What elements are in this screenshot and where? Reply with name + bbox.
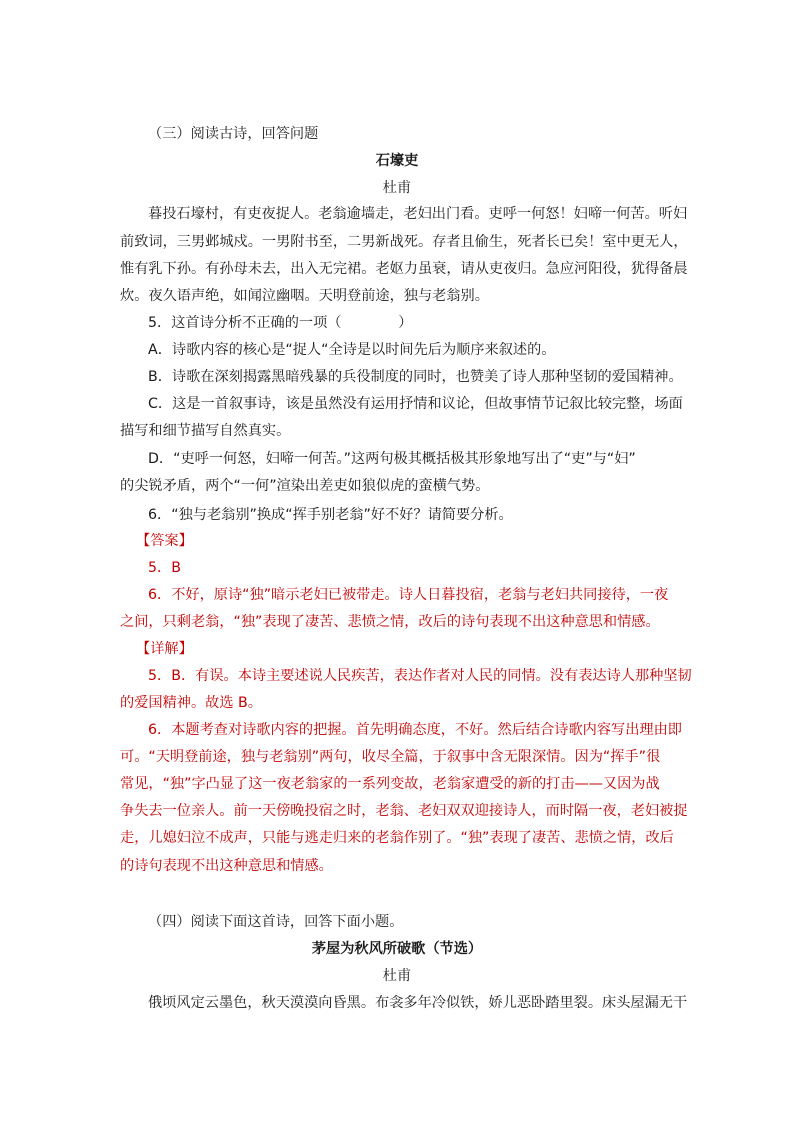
answer-6-line: 之间，只剩老翁，“独”表现了凄苦、悲愤之情，改后的诗句表现不出这种意思和情感。 <box>120 614 660 630</box>
poem-author: 杜甫 <box>382 968 412 984</box>
section-heading: （三）阅读古诗，回答问题 <box>148 126 319 142</box>
option-c-cont: 描写和细节描写自然真实。 <box>120 423 291 439</box>
poem-title: 茅屋为秋风所破歌（节选） <box>311 941 483 957</box>
option-d-cont: 的尖锐矛盾，两个“一何”渲染出差吏如狼似虎的蛮横气势。 <box>120 478 490 494</box>
answer-label: 【答案】 <box>136 533 193 549</box>
poem-title: 石壕吏 <box>375 153 419 169</box>
question-6: 6．“独与老翁别”换成“挥手别老翁”好不好？请简要分析。 <box>148 507 513 523</box>
detail-5-line: 5．B．有误。本诗主要述说人民疾苦，表达作者对人民的同情。没有表达诗人那种坚韧 <box>148 668 692 684</box>
answer-5: 5．B <box>148 560 181 576</box>
poem-author: 杜甫 <box>382 180 412 196</box>
poem-line: 炊。夜久语声绝，如闻泣幽咽。天明登前途，独与老翁别。 <box>120 288 489 304</box>
option-c: C．这是一首叙事诗，该是虽然没有运用抒情和议论，但故事情节记叙比较完整，场面 <box>148 396 683 412</box>
detail-6-line: 的诗句表现不出这种意思和情感。 <box>120 858 333 874</box>
detail-6-line: 常见，“独”字凸显了这一夜老翁家的一系列变故，老翁家遭受的新的打击——又因为战 <box>120 776 660 792</box>
option-d: D．“吏呼一何怒，妇啼一何苦。”这两句极其概括极其形象地写出了“吏”与“妇” <box>148 451 636 467</box>
poem-line: 暮投石壕村，有吏夜捉人。老翁逾墙走，老妇出门看。吏呼一何怒！妇啼一何苦。听妇 <box>148 206 688 222</box>
detail-5-line: 的爱国精神。故选 B。 <box>120 695 262 711</box>
answer-6-line: 6．不好，原诗“独”暗示老妇已被带走。诗人日暮投宿，老翁与老妇共同接待，一夜 <box>148 587 669 603</box>
question-5: 5．这首诗分析不正确的一项（ ） <box>148 315 413 331</box>
section-heading: （四）阅读下面这首诗，回答下面小题。 <box>148 914 404 930</box>
detail-6-line: 6．本题考查对诗歌内容的把握。首先明确态度，不好。然后结合诗歌内容写出理由即 <box>148 722 682 738</box>
poem-line: 前致词，三男邺城戍。一男附书至，二男新战死。存者且偷生，死者长已矣！室中更无人， <box>120 234 688 250</box>
option-a: A．诗歌内容的核心是“捉人“全诗是以时间先后为顺序来叙述的。 <box>148 342 556 358</box>
option-b: B．诗歌在深刻揭露黑暗残暴的兵役制度的同时，也赞美了诗人那种坚韧的爱国精神。 <box>148 369 683 385</box>
detail-6-line: 可。“天明登前途，独与老翁别”两句，收尽全篇，于叙事中含无限深情。因为“挥手”很 <box>120 749 661 765</box>
poem-line: 惟有乳下孙。有孙母未去，出入无完裙。老妪力虽衰，请从吏夜归。急应河阳役，犹得备晨 <box>120 261 688 277</box>
detail-label: 【详解】 <box>136 641 193 657</box>
detail-6-line: 走，儿媳妇泣不成声，只能与逃走归来的老翁作别了。“独”表现了凄苦、悲愤之情，改后 <box>120 830 674 846</box>
poem-line: 俄顷风定云墨色，秋天漠漠向昏黑。布衾多年冷似铁，娇儿恶卧踏里裂。床头屋漏无干 <box>148 995 688 1011</box>
detail-6-line: 争失去一位亲人。前一天傍晚投宿之时，老翁、老妇双双迎接诗人，而时隔一夜，老妇被捉 <box>120 803 688 819</box>
